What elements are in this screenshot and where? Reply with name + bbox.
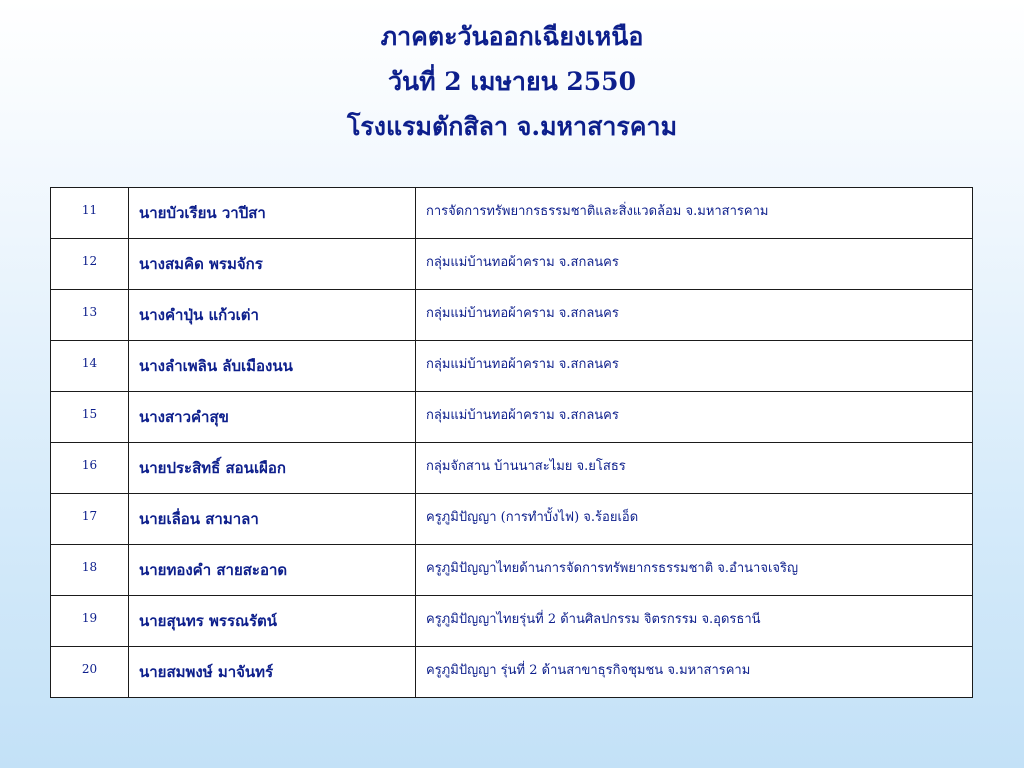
slide-title-date: วันที่ 2 เมษายน 2550: [388, 67, 636, 96]
participant-name-cell: นางลำเพลิน ลับเมืองนน: [129, 341, 416, 392]
table-row: [51, 392, 973, 443]
table-row: [51, 494, 973, 545]
organization-cell: กลุ่มแม่บ้านทอผ้าคราม จ.สกลนคร: [416, 239, 973, 290]
organization-cell: กลุ่มแม่บ้านทอผ้าคราม จ.สกลนคร: [416, 290, 973, 341]
slide-title-region: ภาคตะวันออกเฉียงเหนือ: [380, 22, 644, 51]
row-number-cell: 13: [51, 290, 129, 341]
organization-cell: การจัดการทรัพยากรธรรมชาติและสิ่งแวดล้อม จ.มหาสารคาม: [416, 188, 973, 239]
table-row: [51, 239, 973, 290]
participant-name-cell: นายเลื่อน สามาลา: [129, 494, 416, 545]
table-row: [51, 290, 973, 341]
participant-name-cell: นายบัวเรียน วาปีสา: [129, 188, 416, 239]
row-number-cell: 15: [51, 392, 129, 443]
organization-cell: ครูภูมิปัญญาไทยรุ่นที่ 2 ด้านศิลปกรรม จิตรกรรม จ.อุดรธานี: [416, 596, 973, 647]
participant-name-cell: นางคำปุ่น แก้วเต่า: [129, 290, 416, 341]
participant-name-cell: นางสมคิด พรมจักร: [129, 239, 416, 290]
row-number-cell: 18: [51, 545, 129, 596]
organization-cell: กลุ่มจักสาน บ้านนาสะไมย จ.ยโสธร: [416, 443, 973, 494]
organization-cell: ครูภูมิปัญญา (การทำบั้งไฟ) จ.ร้อยเอ็ด: [416, 494, 973, 545]
table-row: [51, 341, 973, 392]
table-row: [51, 443, 973, 494]
slide-title-venue: โรงแรมตักสิลา จ.มหาสารคาม: [346, 112, 678, 141]
row-number-cell: 17: [51, 494, 129, 545]
organization-cell: ครูภูมิปัญญา รุ่นที่ 2 ด้านสาขาธุรกิจชุมชน จ.มหาสารคาม: [416, 647, 973, 698]
participant-name-cell: นางสาวคำสุข: [129, 392, 416, 443]
row-number-cell: 16: [51, 443, 129, 494]
row-number-cell: 19: [51, 596, 129, 647]
table-row: [51, 647, 973, 698]
participants-table: [50, 187, 973, 698]
organization-cell: ครูภูมิปัญญาไทยด้านการจัดการทรัพยากรธรรมชาติ จ.อำนาจเจริญ: [416, 545, 973, 596]
participant-name-cell: นายทองคำ สายสะอาด: [129, 545, 416, 596]
table-row: [51, 596, 973, 647]
table-row: [51, 545, 973, 596]
participant-name-cell: นายประสิทธิ์ สอนเผือก: [129, 443, 416, 494]
table-row: [51, 188, 973, 239]
participant-name-cell: นายสุนทร พรรณรัตน์: [129, 596, 416, 647]
row-number-cell: 11: [51, 188, 129, 239]
row-number-cell: 14: [51, 341, 129, 392]
organization-cell: กลุ่มแม่บ้านทอผ้าคราม จ.สกลนคร: [416, 392, 973, 443]
slide-title-block: [0, 14, 1024, 149]
row-number-cell: 20: [51, 647, 129, 698]
participant-name-cell: นายสมพงษ์ มาจันทร์: [129, 647, 416, 698]
row-number-cell: 12: [51, 239, 129, 290]
organization-cell: กลุ่มแม่บ้านทอผ้าคราม จ.สกลนคร: [416, 341, 973, 392]
